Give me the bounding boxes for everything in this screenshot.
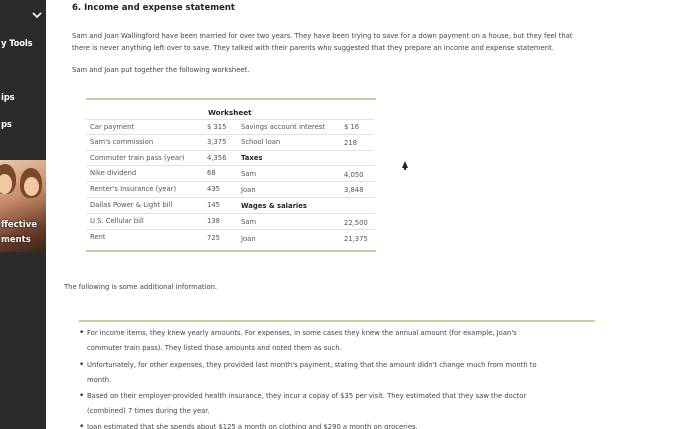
row-divider (86, 165, 374, 166)
problem-title: 6. Income and expense statement (72, 3, 235, 13)
info-bullet (79, 389, 599, 419)
row-divider (86, 197, 374, 198)
ws-label: Rent (90, 233, 106, 241)
info-bullet-line: commuter train pass). They listed those amounts and noted them as such. (87, 344, 342, 352)
additional-info-intro: The following is some additional information. (64, 283, 218, 291)
ws-right-label: Joan (241, 235, 256, 243)
ws-value: 435 (207, 185, 220, 193)
row-divider (86, 181, 374, 182)
sidebar-item-steps[interactable]: ps (1, 120, 12, 130)
ws-value: 145 (207, 201, 220, 209)
info-bullet (79, 358, 599, 388)
ws-label: Dallas Power & Light bill (90, 201, 173, 209)
sidebar-thumb-label-1: ffective (1, 220, 37, 230)
intro-line-2: there is never anything left over to save. They talked with their parents who suggested that they prepare an income and expense statement. (72, 44, 554, 52)
info-bullet-line: Joan estimated that she spends about $125 a month on clothing and $290 a month on groceries. (87, 423, 418, 429)
additional-info-rule (79, 320, 595, 322)
mouse-cursor-icon (402, 161, 408, 168)
ws-section-taxes: Taxes (241, 154, 263, 162)
worksheet-top-rule (86, 98, 376, 100)
sidebar-thumbnail[interactable] (0, 160, 46, 252)
ws-right-label: Savings account interest (241, 123, 326, 131)
sidebar-item-tools[interactable]: y Tools (1, 39, 33, 49)
sidebar-thumb-label-2: ments (1, 235, 31, 245)
bullet-icon: • (79, 360, 85, 370)
ws-right-label: Joan (241, 186, 256, 194)
info-bullet-line: (combined) 7 times during the year. (87, 407, 210, 415)
ws-right-label: Sam (241, 170, 257, 178)
worksheet-bottom-rule (86, 250, 376, 252)
row-divider (86, 229, 374, 230)
ws-right-value: 218 (344, 139, 357, 147)
ws-right-value: $ 16 (344, 123, 360, 131)
info-bullet-line: month. (87, 376, 112, 384)
bullet-icon: • (79, 328, 85, 338)
ws-right-label: School loan (241, 138, 281, 146)
info-bullet (79, 420, 599, 429)
worksheet-header-line (86, 119, 374, 120)
ws-value: 68 (207, 169, 216, 177)
bullet-icon: • (79, 391, 85, 401)
ws-right-value: 22,500 (344, 219, 368, 227)
ws-label: Sam's commission (90, 138, 154, 146)
intro-line-1: Sam and Joan Wallingford have been married for over two years. They have been trying to save for a down payment on a house, but they feel that (72, 32, 573, 40)
ws-label: Renter's Insurance (year) (90, 185, 177, 193)
info-bullet (79, 326, 599, 356)
info-bullet-line: For income items, they knew yearly amounts. For expenses, in some cases they knew the annual amount (for example, Joan's (87, 329, 517, 337)
sidebar (0, 0, 46, 429)
ws-value: 138 (207, 217, 220, 225)
ws-right-value: 21,375 (344, 235, 368, 243)
ws-section-wages: Wages & salaries (241, 202, 307, 210)
chevron-down-icon[interactable] (30, 8, 44, 22)
ws-value: 725 (207, 234, 220, 242)
ws-label: Commuter train pass (year) (90, 154, 185, 162)
ws-right-label: Sam (241, 218, 257, 226)
worksheet-heading: Worksheet (208, 108, 252, 117)
ws-right-value: 3,848 (344, 186, 364, 194)
ws-label: Car payment (90, 123, 135, 131)
bullet-icon: • (79, 422, 85, 429)
info-bullet-line: Unfortunately, for other expenses, they provided last month's payment, stating that the amount didn't change much from month to (87, 361, 537, 369)
intro-line-3: Sam and Joan put together the following worksheet. (72, 66, 250, 74)
ws-label: U.S. Cellular bill (90, 217, 144, 225)
row-divider (86, 213, 374, 214)
sidebar-item-tips[interactable]: ips (1, 93, 15, 103)
info-bullet-line: Based on their employer-provided health insurance, they incur a copay of $35 per visit. They estimated that they saw the doctor (87, 392, 527, 400)
ws-value: 3,375 (207, 138, 227, 146)
ws-value: 4,356 (207, 154, 227, 162)
ws-right-value: 4,050 (344, 171, 364, 179)
ws-label: Nike dividend (90, 169, 137, 177)
row-divider (86, 150, 374, 151)
ws-value: $ 315 (207, 123, 227, 131)
row-divider (86, 134, 374, 135)
